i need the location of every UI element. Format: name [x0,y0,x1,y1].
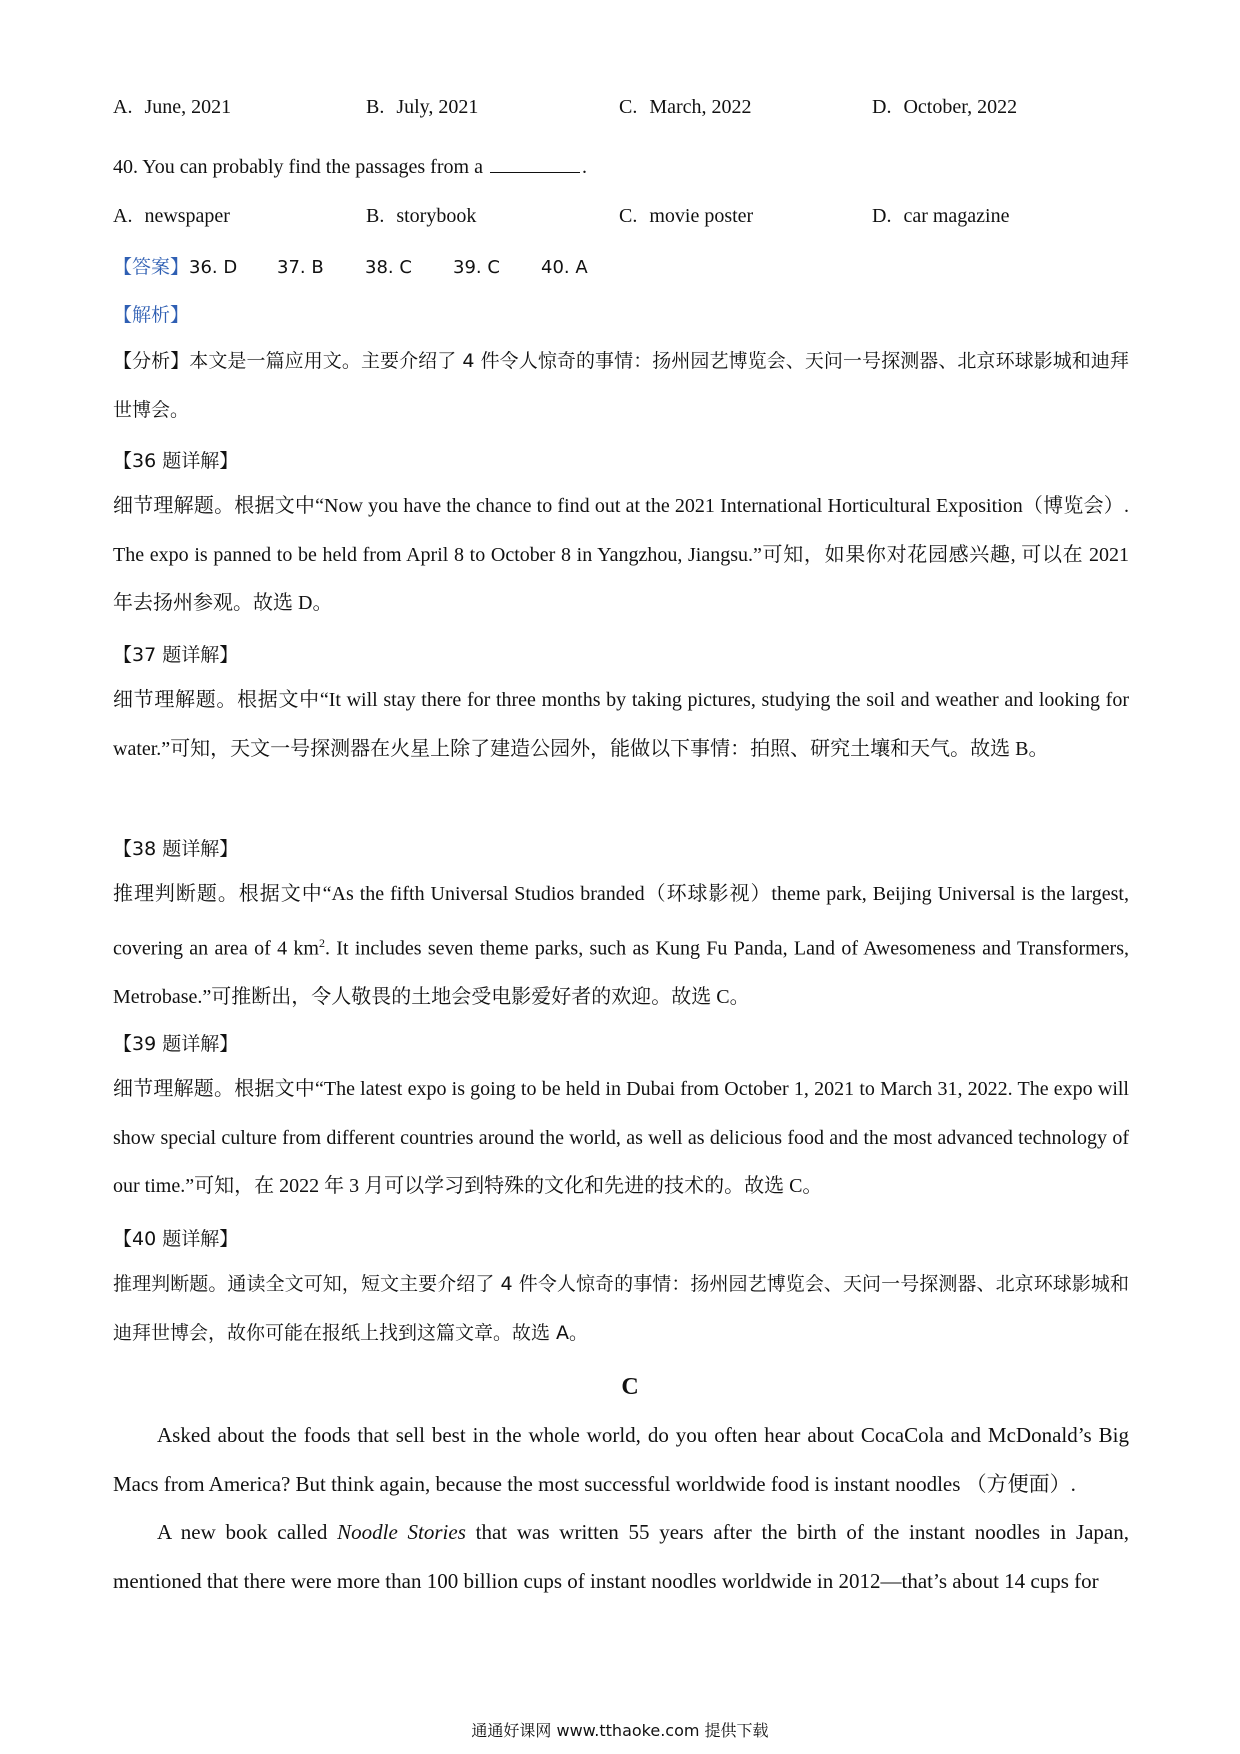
q36-explanation: 细节理解题。根据文中“Now you have the chance to find out at the 2021 International Horticultural Exposition（博览会）. The expo is panned to be held from April 8 to October 8 in Yangzhou, Jiangsu.”可知，如果你对花园感兴趣, 可以在 2021 年去扬州参观。故选 D。 [113,495,1129,615]
answer-item: 37. B [277,257,324,278]
q39-explanation: 细节理解题。根据文中“The latest expo is going to be held in Dubai from October 1, 2021 to March 31, 2022. The expo will show special culture from different countries around the world, as well as delicious food and the most advanced technology of our time.”可知，在 2022 年 3 月可以学习到特殊的文化和先进的技术的。故选 C。 [113,1078,1129,1198]
q39-option-d: D. October, 2022 [872,96,1018,118]
q38-explanation: 推理判断题。根据文中“As the fifth Universal Studios branded（环球影视）theme park, Beijing Universal is the largest, covering an area of 4 $km^2$. It includes seven theme parks, such as Kung Fu Panda, Land of Awesomeness and Transformers, Metrobase.”可推断出，令人敬畏的土地会受电影爱好者的欢迎。故选 C。 [113,883,1129,1009]
q39-option-c: C. March, 2022 [619,96,752,118]
page-footer: 通通好课网 www.tthaoke.com 提供下载 [471,1721,769,1740]
q40-option-b: B. storybook [366,205,477,227]
q39-options [113,96,1133,128]
analysis-tag: 【解析】 [113,304,190,326]
q40-explanation: 推理判断题。通读全文可知，短文主要介绍了 4 件令人惊奇的事情：扬州园艺博览会、天问一号探测器、北京环球影城和迪拜世博会，故你可能在报纸上找到这篇文章。故选 A。 [113,1273,1129,1344]
q39-option-b: B. July, 2021 [366,96,479,118]
q40-heading: 【40 题详解】 [113,1228,239,1250]
answer-item: 40. A [541,257,588,278]
passage-paragraph: A new book called Noodle Stories that was written 55 years after the birth of the instant noodles in Japan, mentioned that there were more than 100 billion cups of instant noodles worldwide in 2012—that’s about 14 cups for [113,1520,1130,1594]
q39-heading: 【39 题详解】 [113,1033,239,1055]
answer-tag: 【答案】 [113,256,190,278]
analysis-overview: 【分析】本文是一篇应用文。主要介绍了 4 件令人惊奇的事情：扬州园艺博览会、天问一号探测器、北京环球影城和迪拜世博会。 [113,350,1129,421]
q40-stem: 40. You can probably find the passages from a . [113,156,587,178]
q38-heading: 【38 题详解】 [113,838,239,860]
book-title: Noodle Stories [337,1520,466,1545]
q40-number: 40. [113,156,138,178]
answer-item: 38. C [365,257,412,278]
passage-paragraph: Asked about the foods that sell best in the whole world, do you often hear about CocaCola and McDonald’s Big Macs from America? But think again, because the most successful worldwide food is instant noodles （方便面）. [113,1423,1129,1496]
q37-heading: 【37 题详解】 [113,644,239,666]
q40-option-a: A. newspaper [113,205,230,227]
q36-heading: 【36 题详解】 [113,450,239,472]
q40-text: You can probably find the passages from a [142,156,483,178]
q37-explanation: 细节理解题。根据文中“It will stay there for three months by taking pictures, studying the soil and weather and looking for water.”可知，天文一号探测器在火星上除了建造公园外，能做以下事情：拍照、研究土壤和天气。故选 B。 [113,689,1129,760]
q39-option-a: A. June, 2021 [113,96,232,118]
q40-option-d: D. car magazine [872,205,1010,227]
answer-key [113,252,629,279]
reading-passage [113,1411,1129,1606]
answer-item: 39. C [453,257,500,278]
section-title: C [621,1374,639,1400]
answer-blank [490,156,580,173]
q40-options [113,205,1133,237]
q40-option-c: C. movie poster [619,205,754,227]
superscript: 2 [318,935,325,950]
answer-item: 36. D [189,257,238,278]
